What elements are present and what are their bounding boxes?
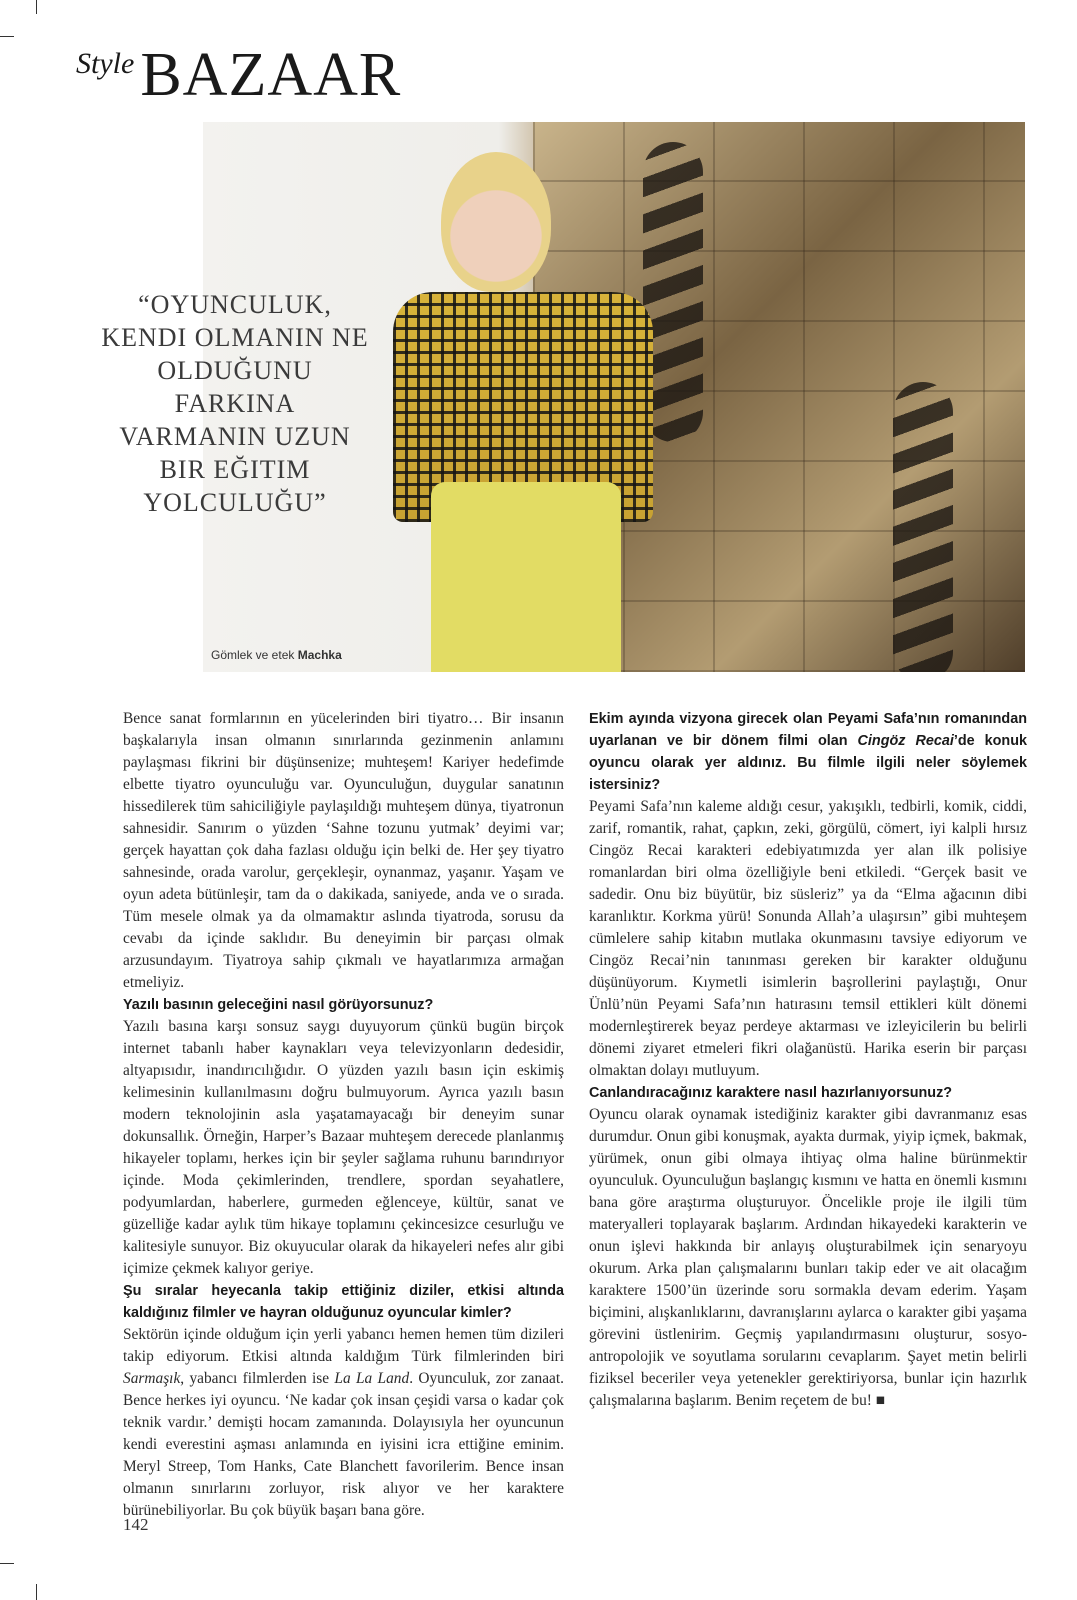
interview-question	[589, 708, 1027, 796]
article-column-right	[589, 708, 1027, 1412]
crop-mark-bottom-left-vertical	[36, 1584, 37, 1600]
photo-caption	[211, 648, 342, 662]
end-mark: ■	[875, 1392, 886, 1409]
crop-mark-top-left-vertical	[36, 0, 37, 14]
article-text: , yabancı filmlerden ise	[180, 1370, 335, 1387]
figure-yellow-skirt	[431, 482, 621, 672]
film-title: La La Land	[334, 1370, 410, 1387]
interview-question: Yazılı basının geleceğini nasıl görüyorsunuz?	[123, 997, 434, 1013]
article-paragraph: Bence sanat formlarının en yücelerinden biri tiyatro… Bir insanın başkalarıyla insan olmanın sınırlarında gezinmenin anlamını paylaşması fikrini bir düşünsenize; muhteşem! Kariyer hedefimde elbette tiyatro oyunculuğu var. Oyunculuğun, duygular sanatının hissedilerek tüm sahiciliğiyle paylaşıldığı muhteşem dünya, tiyatronun sahnesidir. Sanırım o yüzden ‘Sahne tozunu yutmak’ deyimi var; gerçek hayattan çok daha fazlası olduğu için belki de. Her şey tiyatro sahnesinde, orada varolur, gerçekleşir, oynanmaz, yaşanır. Yaşam ve oyun adeta bütünleşir, tam da o dakikada, saniyede, anda ve o sırada. Tüm mesele olmak ya da olmamaktır aslında tiyatroda, sorusu da cevabı da içinde saklıdır. Bu deneyimin bir parçası olmak arzusundayım. Tiyatroya sahip çıkmalı ve hayatlarımıza armağan etmeliyiz.	[123, 710, 564, 991]
photo-caption-prefix: Gömlek ve etek	[211, 648, 295, 662]
leaf-motif	[893, 382, 953, 672]
page-number: 142	[123, 1515, 149, 1534]
photo-caption-brand: Machka	[297, 648, 342, 662]
interview-question: Şu sıralar heyecanla takip ettiğiniz diziler, etkisi altında kaldığınız filmler ve hayran olduğunuz oyuncular kimler?	[123, 1283, 564, 1321]
film-title: Sarmaşık	[123, 1370, 181, 1387]
article-paragraph: Peyami Safa’nın kaleme aldığı cesur, yakışıklı, tedbirli, komik, ciddi, zarif, romantik, rahat, çapkın, zeki, görgülü, cömert, iyi kalpli hırsız Cingöz Recai karakteri edebiyatımızda yer alan ilk polisiye romanlardan biri olma özelliğiyle beni etkiledi. “Gerçek basit ve sadedir. Onu biz büyütür, biz süsleriz” ya da “Elma ağacının dibi karanlıktır. Korkma yürü! Sonunda Allah’a ulaşırsın” gibi muhteşem cümlelere sahip kitabın mutlaka okunmasını tavsiye ediyorum ve Cingöz Recai’nin tanınması gereken bir karakter olduğunu düşünüyorum. Kıymetli isimlerin başrollerini paylaştığı, Onur Ünlü’nün Peyami Safa’nın hatırasını temsil ettikleri kült dönemi modernleştirerek beyaz perdeye aktarması ve izleyicilerin bu belirli dönemi ziyaret etmeleri fikri olağanüstü. Harika eserin bir parçası olmaktan dolayı mutluyum.	[589, 798, 1027, 1079]
article-paragraph: Yazılı basına karşı sonsuz saygı duyuyorum çünkü bugün birçok internet tabanlı haber kaynakları veya televizyonların dedesidir, altyapısıdır, inandırıcılığıdır. O yüzden yazılı basın için eskimiş kelimesinin kullanılmasını doğru bulmuyorum. Ayrıca yazılı basın modern teknolojinin asla yaşatamayacağı bir deneyim sunar dokunsallık. Örneğin, Harper’s Bazaar muhteşem derecede planlanmış hikayeler toplamı, herkes için bir şeyler sağlama ruhunu barındırıyor içinde. Moda çekimlerinden, trendlere, spordan seyahatlere, podyumlardan, haberlere, gurmeden eğlenceye, kültür, sanat ve güzelliğe kadar aylık tüm hikaye toplamını çekincesizce cesurluğu ve kalitesiyle sunuyor. Biz okuyucular olarak da hikayeleri nefes alır gibi içimize çekmek kalıyor geriye.	[123, 1018, 564, 1277]
crop-mark-top-left-horizontal	[0, 36, 14, 37]
figure-head	[441, 152, 551, 292]
film-title: Cingöz Recai	[857, 733, 954, 749]
article-text: Sektörün içinde olduğum için yerli yabancı hemen hemen tüm dizileri takip ediyorum. Etkisi altında kaldığım Türk filmlerinden biri	[123, 1326, 564, 1365]
article-text: Oyuncu olarak oynamak istediğiniz karakter gibi davranmanız esas durumdur. Onun gibi konuşmak, ayakta durmak, yiyip içmek, bakmak, yürümek, onun gibi olmaya ihtiyaç olma haline bürünmektir oyunculuk. Oyunculuğun başlangıç kısmını ve hatta en önemli kısmını bana göre araştırma oluşturuyor. Öncelikle proje ile ilgili tüm materyalleri toplayarak başlarım. Ardından hikayedeki karakterin ve onun işlevi hakkında bir anlayış oluşturabilmek için senaryoyu okurum. Arka plan çalışmalarını bunları takip eder ve ait olacağım karaktere 1500’ün üzerinde soru sormakla devam ederim. Yaşam biçimini, alışkanlıklarını, davranışlarını aylarca o karakter gibi yaşama görevini üstlenirim. Geçmiş yapılandırmasını oluşturur, sosyo-antropolojik ve soyutlama sorularını cevaplarım. Şayet metin belirli fiziksel beceriler veya yetenekler gerektiriyorsa, bunlar için hazırlık çalışmalarına başlarım. Benim reçetem de bu!	[589, 1106, 1027, 1409]
article-paragraph	[589, 1104, 1027, 1412]
masthead	[76, 40, 401, 111]
article-paragraph	[123, 1324, 564, 1522]
article-text: . Oyunculuk, zor zanaat. Bence herkes iyi oyuncu. ‘Ne kadar çok insan çeşidi varsa o kadar çok teknik vardır.’ demişti hocam zamanında. Dolayısıyla her oyuncunun kendi everestini aşması anlamında en iyisini icra ettiğine eminim. Meryl Streep, Tom Hanks, Cate Blanchett favorilerim. Bence insan olmanın sınırlarını zorluyor, risk alıyor ve her karaktere bürünebiliyorlar. Bu çok büyük başarı bana göre.	[123, 1370, 564, 1519]
pull-quote: “OYUNCULUK, KENDI OLMANIN NE OLDUĞUNU FARKINA VARMANIN UZUN BIR EĞITIM YOLCULUĞU”	[101, 290, 369, 517]
interview-question: Canlandıracağınız karaktere nasıl hazırlanıyorsunuz?	[589, 1085, 953, 1101]
question-text: Ekim ayında vizyona girecek olan Peyami Safa’nın romanından uyarlanan ve bir dönem filmi olan	[589, 711, 1027, 749]
question-text: ’de konuk oyuncu olarak yer aldınız. Bu filmle ilgili neler söylemek istersiniz?	[589, 733, 1027, 793]
masthead-brand: BAZAAR	[140, 41, 402, 109]
crop-mark-bottom-left-horizontal	[0, 1563, 14, 1564]
article-column-left	[123, 708, 564, 1522]
masthead-style-word: Style	[76, 47, 135, 80]
